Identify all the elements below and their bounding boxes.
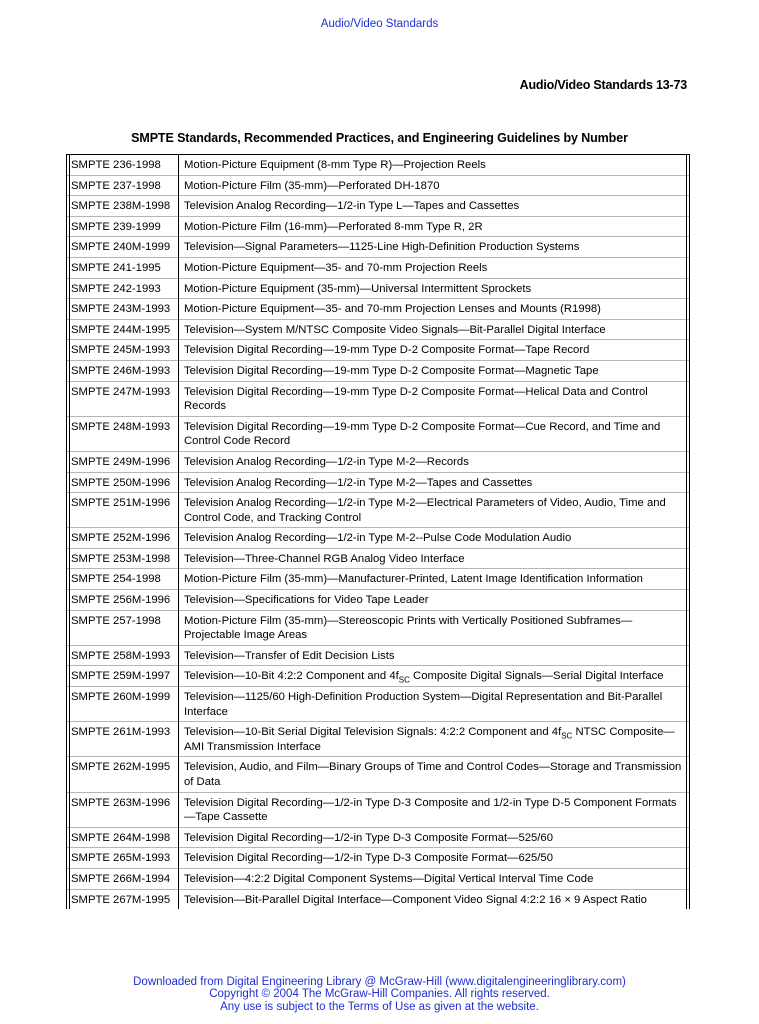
table-row	[67, 722, 689, 757]
standard-title: Television—Specifications for Video Tape Leader	[179, 590, 690, 611]
standard-title: Television—Bit-Parallel Digital Interface—Component Video Signal 4:2:2 16 × 9 Aspect Ratio	[179, 889, 690, 909]
footer-terms-link[interactable]: Any use is subject to the Terms of Use as given at the website.	[220, 1000, 539, 1013]
standard-number: SMPTE 265M-1993	[67, 848, 179, 869]
table-row	[67, 472, 689, 493]
footer-download-link[interactable]: Downloaded from Digital Engineering Library @ McGraw-Hill (www.digitalengineeringlibrary.com)	[133, 976, 626, 988]
standard-title: Television Analog Recording—1/2-in Type L—Tapes and Cassettes	[179, 196, 690, 217]
standard-title: Television, Audio, and Film—Binary Groups of Time and Control Codes—Storage and Transmission of Data	[179, 757, 690, 792]
footer-copyright: Copyright © 2004 The McGraw-Hill Companies. All rights reserved.	[209, 988, 550, 1001]
table-row	[67, 610, 689, 645]
table-row	[67, 216, 689, 237]
standard-number: SMPTE 238M-1998	[67, 196, 179, 217]
standards-table	[67, 154, 689, 909]
table-row	[67, 237, 689, 258]
footer	[0, 976, 759, 1013]
table-row	[67, 590, 689, 611]
table-row	[67, 792, 689, 827]
standard-number: SMPTE 251M-1996	[67, 493, 179, 528]
table-row	[67, 827, 689, 848]
standard-number: SMPTE 250M-1996	[67, 472, 179, 493]
standard-title: Television Digital Recording—19-mm Type D-2 Composite Format—Helical Data and Control Records	[179, 381, 690, 416]
standard-number: SMPTE 245M-1993	[67, 340, 179, 361]
standard-title: Television—Transfer of Edit Decision Lists	[179, 645, 690, 666]
table-row	[67, 528, 689, 549]
table-row	[67, 340, 689, 361]
standard-number: SMPTE 254-1998	[67, 569, 179, 590]
standard-title: Television Digital Recording—1/2-in Type D-3 Composite and 1/2-in Type D-5 Component Formats—Tape Cassette	[179, 792, 690, 827]
table-row	[67, 451, 689, 472]
standard-title: Television—4:2:2 Digital Component Systems—Digital Vertical Interval Time Code	[179, 868, 690, 889]
standard-title: Television Digital Recording—1/2-in Type D-3 Composite Format—525/60	[179, 827, 690, 848]
standard-title: Television Digital Recording—19-mm Type D-2 Composite Format—Cue Record, and Time and Control Code Record	[179, 416, 690, 451]
standard-number: SMPTE 262M-1995	[67, 757, 179, 792]
table-row	[67, 196, 689, 217]
standard-number: SMPTE 241-1995	[67, 257, 179, 278]
standard-title: Television—1125/60 High-Definition Production System—Digital Representation and Bit-Parallel Interface	[179, 687, 690, 722]
standard-title: Television—10-Bit 4:2:2 Component and $4f_{SC}$ Composite Digital Signals—Serial Digital Interface	[179, 666, 690, 687]
table-row	[67, 687, 689, 722]
standard-number: SMPTE 246M-1993	[67, 360, 179, 381]
standard-title: Motion-Picture Film (35-mm)—Manufacturer-Printed, Latent Image Identification Information	[179, 569, 690, 590]
table-row	[67, 493, 689, 528]
standard-title: Television Analog Recording—1/2-in Type M-2--Pulse Code Modulation Audio	[179, 528, 690, 549]
table-row	[67, 155, 689, 176]
table-row	[67, 175, 689, 196]
standard-title: Television Digital Recording—19-mm Type D-2 Composite Format—Magnetic Tape	[179, 360, 690, 381]
standard-number: SMPTE 264M-1998	[67, 827, 179, 848]
standard-number: SMPTE 237-1998	[67, 175, 179, 196]
standard-number: SMPTE 257-1998	[67, 610, 179, 645]
table-title: SMPTE Standards, Recommended Practices, and Engineering Guidelines by Number	[131, 131, 628, 145]
table-row	[67, 416, 689, 451]
standard-number: SMPTE 247M-1993	[67, 381, 179, 416]
table-row	[67, 257, 689, 278]
standard-title: Television Digital Recording—1/2-in Type D-3 Composite Format—625/50	[179, 848, 690, 869]
table-row	[67, 299, 689, 320]
top-link[interactable]: Audio/Video Standards	[320, 18, 439, 30]
table-row	[67, 548, 689, 569]
table-row	[67, 848, 689, 869]
standard-number: SMPTE 239-1999	[67, 216, 179, 237]
standard-number: SMPTE 253M-1998	[67, 548, 179, 569]
running-head: Audio/Video Standards 13-73	[519, 78, 687, 92]
standards-table-frame	[66, 154, 690, 909]
standard-title: Television Digital Recording—19-mm Type D-2 Composite Format—Tape Record	[179, 340, 690, 361]
standard-title: Motion-Picture Film (16-mm)—Perforated 8-mm Type R, 2R	[179, 216, 690, 237]
standard-number: SMPTE 240M-1999	[67, 237, 179, 258]
table-row	[67, 666, 689, 687]
standard-title: Television—10-Bit Serial Digital Television Signals: 4:2:2 Component and $4f_{SC}$ NTSC Composite—AMI Transmission Interface	[179, 722, 690, 757]
standard-number: SMPTE 236-1998	[67, 155, 179, 176]
standard-number: SMPTE 263M-1996	[67, 792, 179, 827]
table-row	[67, 645, 689, 666]
standard-number: SMPTE 252M-1996	[67, 528, 179, 549]
standard-number: SMPTE 260M-1999	[67, 687, 179, 722]
standard-number: SMPTE 249M-1996	[67, 451, 179, 472]
standard-title: Television—Signal Parameters—1125-Line High-Definition Production Systems	[179, 237, 690, 258]
standard-title: Television Analog Recording—1/2-in Type M-2—Electrical Parameters of Video, Audio, Time and Control Code, and Tracking Control	[179, 493, 690, 528]
standard-title: Television—Three-Channel RGB Analog Video Interface	[179, 548, 690, 569]
standard-title: Motion-Picture Film (35-mm)—Stereoscopic Prints with Vertically Positioned Subframes—Projectable Image Areas	[179, 610, 690, 645]
table-row	[67, 569, 689, 590]
standard-title: Television—System M/NTSC Composite Video Signals—Bit-Parallel Digital Interface	[179, 319, 690, 340]
table-row	[67, 381, 689, 416]
standard-number: SMPTE 266M-1994	[67, 868, 179, 889]
standard-title: Television Analog Recording—1/2-in Type M-2—Records	[179, 451, 690, 472]
standard-number: SMPTE 267M-1995	[67, 889, 179, 909]
table-row	[67, 757, 689, 792]
table-row	[67, 360, 689, 381]
standard-number: SMPTE 244M-1995	[67, 319, 179, 340]
table-row	[67, 868, 689, 889]
standard-number: SMPTE 243M-1993	[67, 299, 179, 320]
table-row	[67, 319, 689, 340]
standard-title: Motion-Picture Equipment—35- and 70-mm Projection Reels	[179, 257, 690, 278]
standard-title: Motion-Picture Equipment—35- and 70-mm Projection Lenses and Mounts (R1998)	[179, 299, 690, 320]
standard-title: Motion-Picture Equipment (35-mm)—Universal Intermittent Sprockets	[179, 278, 690, 299]
standard-number: SMPTE 242-1993	[67, 278, 179, 299]
standard-number: SMPTE 256M-1996	[67, 590, 179, 611]
standard-number: SMPTE 248M-1993	[67, 416, 179, 451]
standard-title: Motion-Picture Film (35-mm)—Perforated DH-1870	[179, 175, 690, 196]
standard-number: SMPTE 259M-1997	[67, 666, 179, 687]
standard-title: Motion-Picture Equipment (8-mm Type R)—Projection Reels	[179, 155, 690, 176]
standard-number: SMPTE 261M-1993	[67, 722, 179, 757]
standard-title: Television Analog Recording—1/2-in Type M-2—Tapes and Cassettes	[179, 472, 690, 493]
table-row	[67, 278, 689, 299]
standard-number: SMPTE 258M-1993	[67, 645, 179, 666]
table-row	[67, 889, 689, 909]
